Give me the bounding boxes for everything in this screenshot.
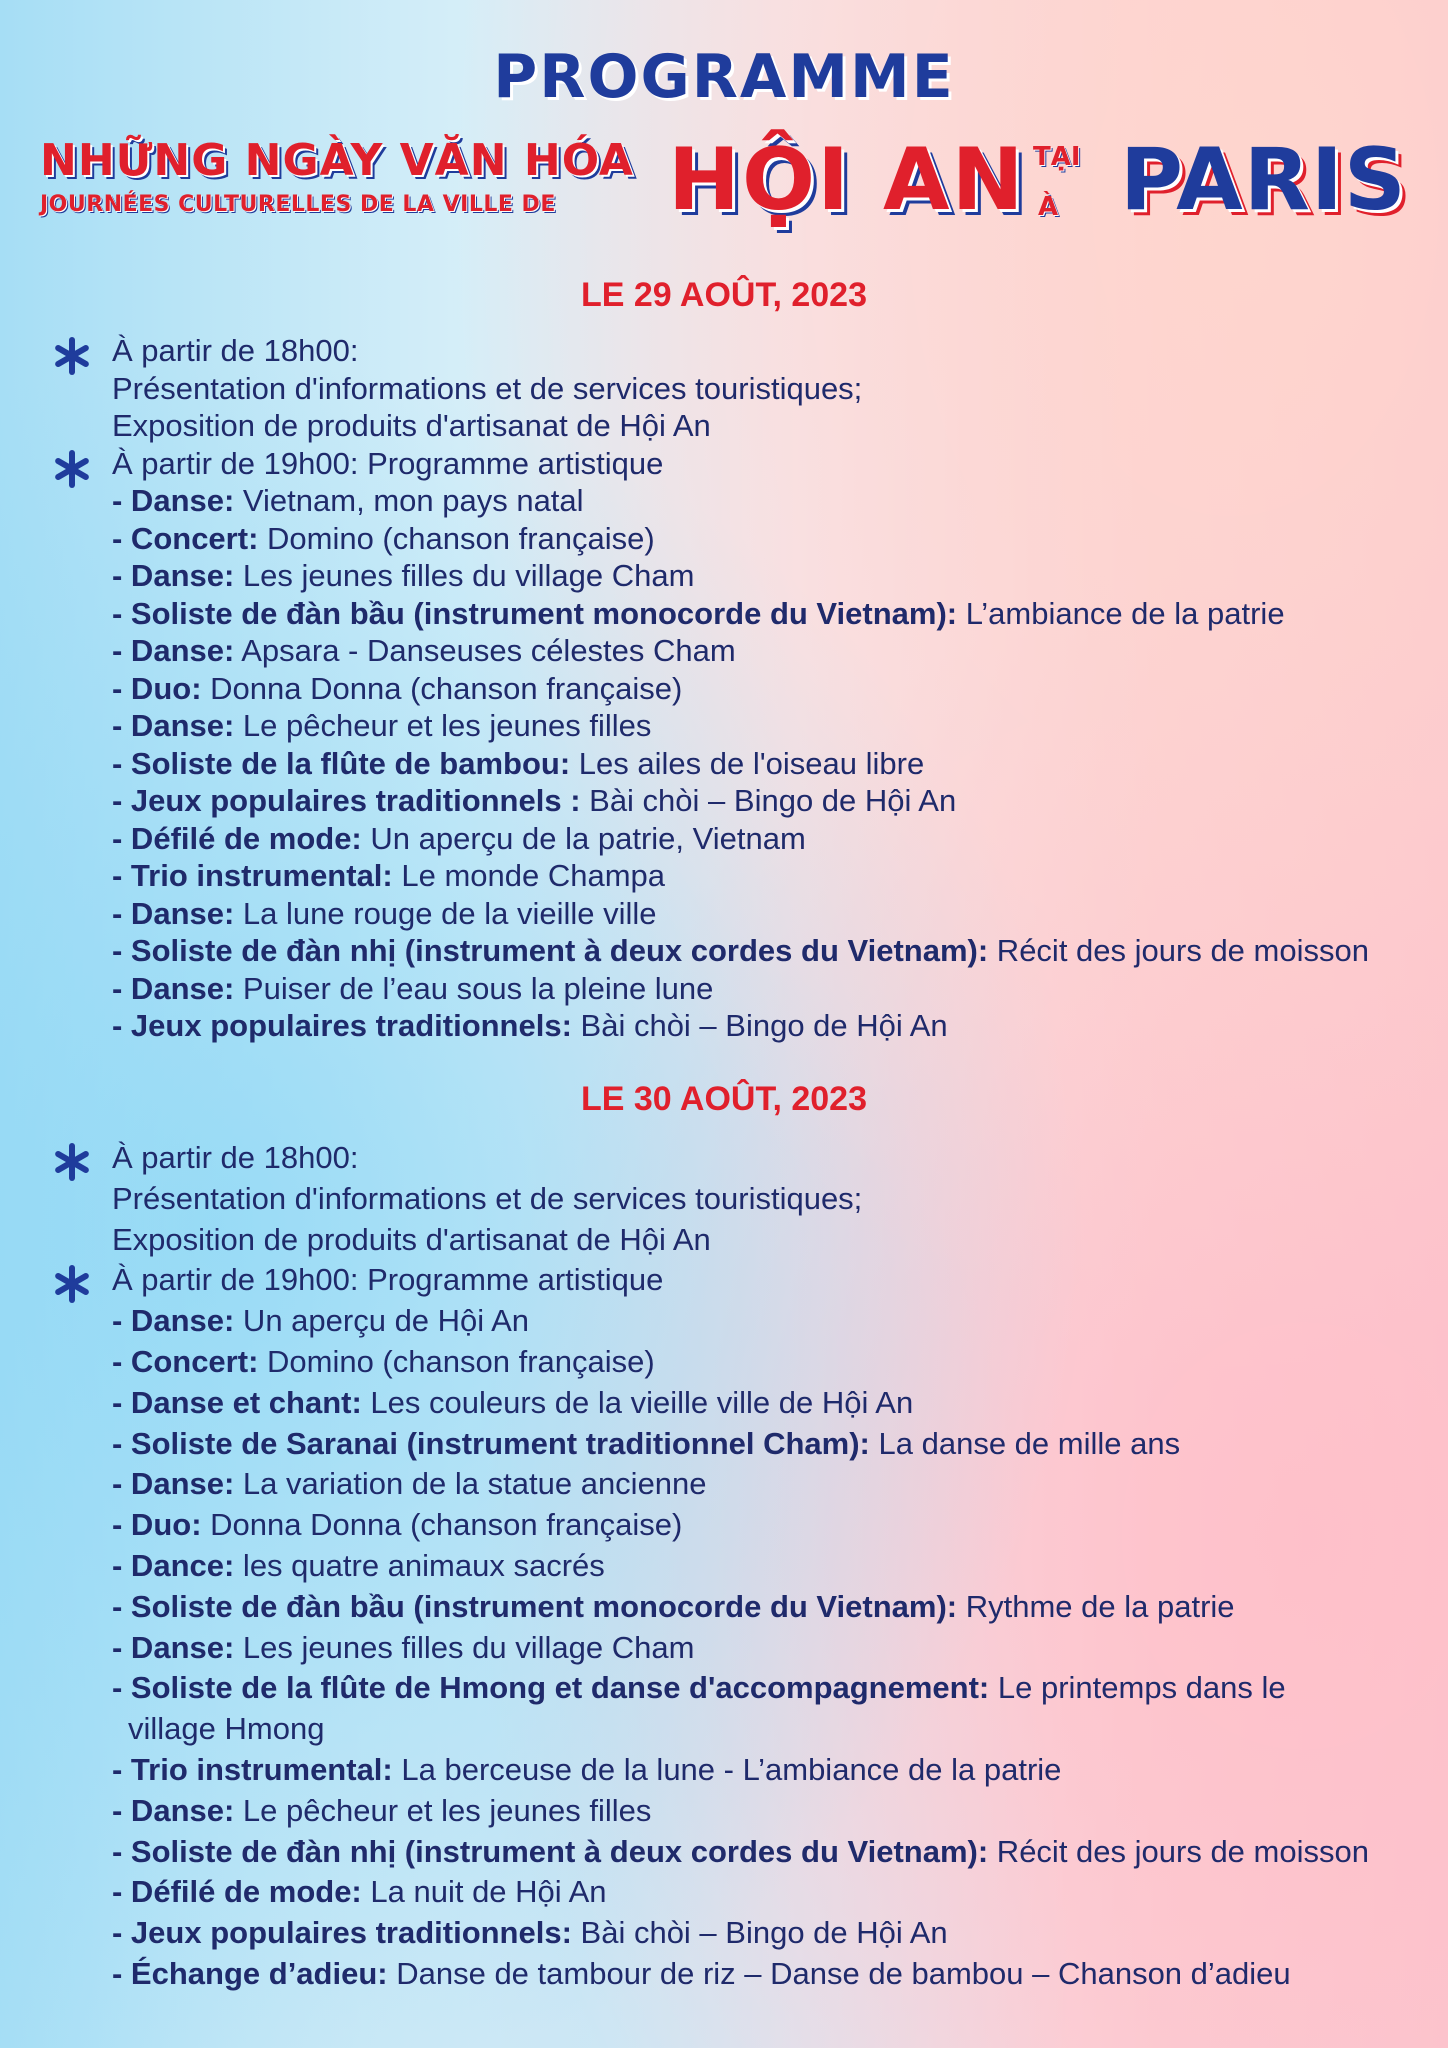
program-item <box>0 745 1448 783</box>
item-title: Programme artistique <box>358 1262 664 1298</box>
item-title: Le pêcheur et les jeunes filles <box>234 1792 652 1828</box>
item-label: À partir de 19h00: <box>112 1262 359 1298</box>
item-title: Bài chòi – Bingo de Hội An <box>571 1915 948 1951</box>
item-title: Le pêcheur et les jeunes filles <box>234 708 652 743</box>
program-item <box>0 1505 1448 1546</box>
program-detail-line <box>0 407 1448 445</box>
item-label: - Soliste de đàn nhị (instrument à deux cordes du Vietnam): <box>112 933 989 968</box>
item-label: - Danse et chant: <box>112 1384 362 1420</box>
program-item <box>0 670 1448 708</box>
day1-date: LE 29 AOÛT, 2023 <box>581 276 867 314</box>
time-slot-row <box>0 1260 1448 1301</box>
item-label: - Soliste de la flûte de Hmong et danse d'accompagnement: <box>112 1670 990 1706</box>
programme-title: PROGRAMME <box>493 42 955 112</box>
item-label: - Danse: <box>112 558 235 593</box>
city-name: HỘI AN <box>668 130 1026 230</box>
item-title: La berceuse de la lune - L’ambiance de la patrie <box>392 1751 1062 1787</box>
program-item <box>0 1383 1448 1424</box>
item-label: - Danse: <box>112 1466 235 1502</box>
program-item <box>0 820 1448 858</box>
item-title: Les jeunes filles du village Cham <box>234 558 695 593</box>
program-item <box>0 857 1448 895</box>
item-label: - Soliste de la flûte de bambou: <box>112 745 571 781</box>
program-item <box>0 1628 1448 1669</box>
item-label: - Jeux populaires traditionnels: <box>112 1915 572 1951</box>
item-title: Vietnam, mon pays natal <box>234 483 584 518</box>
asterisk-bullet-icon <box>50 1140 94 1184</box>
item-label: - Trio instrumental: <box>112 1751 393 1787</box>
vietnamese-title: NHỮNG NGÀY VĂN HÓA <box>40 135 634 186</box>
item-label: - Soliste de đàn bầu (instrument monocorde du Vietnam): <box>112 1588 958 1624</box>
item-title: Bài chòi – Bingo de Hội An <box>571 1008 948 1043</box>
program-item <box>0 1913 1448 1954</box>
item-title: La danse de mille ans <box>869 1425 1181 1461</box>
item-label: - Jeux populaires traditionnels: <box>112 1008 572 1043</box>
item-title: village Hmong <box>128 1711 325 1747</box>
item-label: - Concert: <box>112 1343 259 1379</box>
item-title: Donna Donna (chanson française) <box>201 1507 683 1543</box>
item-title: Les jeunes filles du village Cham <box>234 1629 695 1665</box>
item-title: Le monde Champa <box>392 858 666 893</box>
program-item <box>0 482 1448 520</box>
item-title: La lune rouge de la vieille ville <box>234 895 657 931</box>
program-item <box>0 595 1448 633</box>
banner-left <box>40 132 634 220</box>
day2-date: LE 30 AOÛT, 2023 <box>581 1080 867 1118</box>
item-title: Domino (chanson française) <box>258 1343 655 1379</box>
item-label: - Échange d’adieu: <box>112 1955 388 1991</box>
item-label: - Danse: <box>112 708 235 743</box>
program-item <box>0 557 1448 595</box>
item-label: - Danse: <box>112 1303 235 1339</box>
item-label: - Duo: <box>112 670 202 706</box>
day1-program-list <box>0 332 1448 1045</box>
program-item <box>0 895 1448 933</box>
item-label: - Danse: <box>112 483 235 518</box>
program-item <box>0 970 1448 1008</box>
program-item <box>0 1342 1448 1383</box>
program-item <box>0 1668 1448 1709</box>
item-label: - Soliste de đàn nhị (instrument à deux cordes du Vietnam): <box>112 1833 989 1869</box>
item-title: les quatre animaux sacrés <box>234 1547 605 1583</box>
program-item <box>0 1954 1448 1995</box>
item-title: Exposition de produits d'artisanat de Hội An <box>112 408 711 443</box>
item-label: - Trio instrumental: <box>112 858 393 893</box>
program-item <box>0 1007 1448 1045</box>
french-title: JOURNÉES CULTURELLES DE LA VILLE DE <box>40 192 556 217</box>
item-label: - Soliste de đàn bầu (instrument monocorde du Vietnam): <box>112 595 958 631</box>
item-label: - Défilé de mode: <box>112 1874 362 1910</box>
program-item <box>0 782 1448 820</box>
item-label: - Jeux populaires traditionnels : <box>112 783 581 818</box>
program-item <box>0 932 1448 970</box>
item-label: - Dance: <box>112 1547 235 1583</box>
item-title: Le printemps dans le <box>989 1670 1286 1706</box>
item-title: Puiser de l’eau sous la pleine lune <box>234 970 714 1006</box>
item-label: - Danse: <box>112 633 235 668</box>
item-title: Récit des jours de moisson <box>988 1833 1369 1869</box>
program-item <box>0 1587 1448 1628</box>
program-detail-line <box>0 1220 1448 1261</box>
item-label: - Danse: <box>112 1792 235 1828</box>
item-title: Les couleurs de la vieille ville de Hội An <box>361 1384 914 1420</box>
program-item <box>0 1301 1448 1342</box>
item-title: La variation de la statue ancienne <box>234 1466 707 1502</box>
item-label: - Concert: <box>112 520 259 556</box>
item-label: - Danse: <box>112 895 235 931</box>
time-slot-row <box>0 1138 1448 1179</box>
program-item <box>0 1791 1448 1832</box>
asterisk-bullet-icon <box>50 1262 94 1306</box>
item-title: Présentation d'informations et de services touristiques; <box>112 1180 863 1216</box>
program-item <box>0 707 1448 745</box>
item-title: Un aperçu de la patrie, Vietnam <box>361 820 806 856</box>
a-word: À <box>1038 192 1059 222</box>
item-title: Récit des jours de moisson <box>988 933 1369 968</box>
time-slot-row <box>0 445 1448 483</box>
item-title: Apsara - Danseuses célestes Cham <box>234 633 736 668</box>
item-label: - Soliste de Saranai (instrument traditionnel Cham): <box>112 1425 870 1461</box>
time-slot-row <box>0 332 1448 370</box>
item-title: Présentation d'informations et de services touristiques; <box>112 370 863 406</box>
program-item <box>0 632 1448 670</box>
item-title: Les ailes de l'oiseau libre <box>570 745 925 781</box>
item-title: Donna Donna (chanson française) <box>201 670 683 706</box>
item-title: Un aperçu de Hội An <box>234 1303 529 1339</box>
item-label: - Danse: <box>112 1629 235 1665</box>
program-detail-line <box>0 1709 1448 1750</box>
item-title: Bài chòi – Bingo de Hội An <box>580 783 957 818</box>
item-title: Exposition de produits d'artisanat de Hội An <box>112 1221 711 1257</box>
item-title: Domino (chanson française) <box>258 520 655 556</box>
tai-word: TẠI <box>1033 142 1081 172</box>
item-title: Rythme de la patrie <box>957 1588 1235 1624</box>
program-item <box>0 1832 1448 1873</box>
item-label: - Danse: <box>112 970 235 1006</box>
program-detail-line <box>0 370 1448 408</box>
item-title: Programme artistique <box>358 445 664 481</box>
program-detail-line <box>0 1179 1448 1220</box>
item-label: À partir de 19h00: <box>112 445 359 481</box>
program-item <box>0 1546 1448 1587</box>
item-label: - Défilé de mode: <box>112 820 362 856</box>
item-label: À partir de 18h00: <box>112 333 359 368</box>
item-title: La nuit de Hội An <box>361 1874 607 1910</box>
item-label: À partir de 18h00: <box>112 1140 359 1175</box>
program-item <box>0 1750 1448 1791</box>
item-title: L’ambiance de la patrie <box>957 595 1285 631</box>
program-item <box>0 520 1448 558</box>
day2-program-list <box>0 1138 1448 1995</box>
program-item <box>0 1464 1448 1505</box>
program-item <box>0 1424 1448 1465</box>
item-label: - Duo: <box>112 1507 202 1543</box>
paris-word: PARIS <box>1120 130 1407 230</box>
item-title: Danse de tambour de riz – Danse de bambou – Chanson d’adieu <box>387 1955 1291 1991</box>
program-item <box>0 1872 1448 1913</box>
